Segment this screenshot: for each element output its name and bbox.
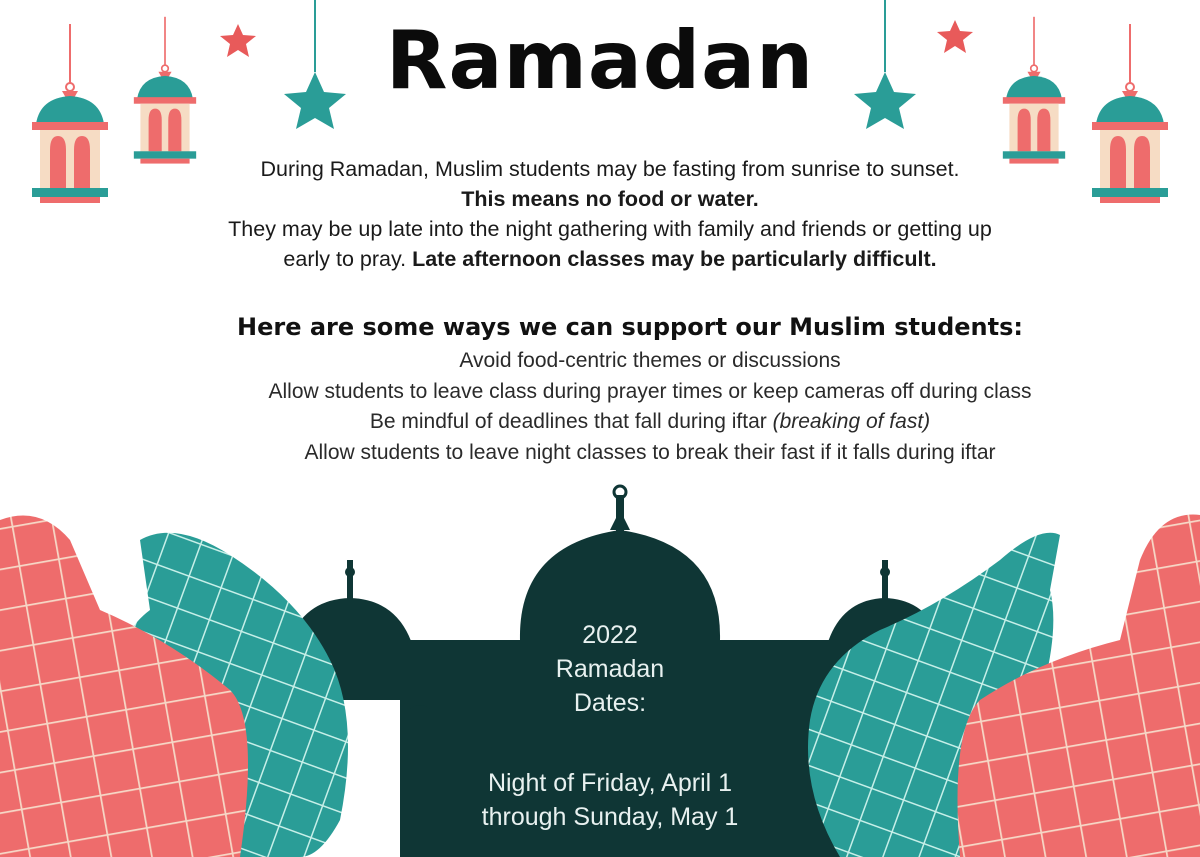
support-heading: Here are some ways we can support our Muslim students: (237, 313, 1023, 341)
support-list (150, 346, 1150, 468)
intro-text (140, 154, 1080, 274)
dates-year: 2022 (582, 621, 638, 649)
page-title: Ramadan (385, 14, 815, 107)
dates-label-2: Dates: (573, 689, 647, 717)
intro-line-1: During Ramadan, Muslim students may be fasting from sunrise to sunset. (260, 157, 960, 181)
dates-range-1: Night of Friday, April 1 (487, 769, 733, 797)
list-item: Allow students to leave class during prayer times or keep cameras off during class (268, 379, 1032, 403)
ramadan-dates-range (430, 766, 790, 834)
list-item: Be mindful of deadlines that fall during iftar (breaking of fast) (369, 410, 931, 433)
list-item: Allow students to leave night classes to break their fast if it falls during iftar (304, 440, 996, 464)
list-item: Avoid food-centric themes or discussions (459, 349, 841, 372)
intro-line-4: early to pray. Late afternoon classes may be particularly difficult. (283, 247, 937, 271)
dates-range-2: through Sunday, May 1 (481, 803, 739, 831)
ramadan-dates-label (430, 618, 790, 720)
intro-line-2: This means no food or water. (461, 187, 759, 211)
intro-line-3: They may be up late into the night gathering with family and friends or getting up (228, 217, 992, 241)
dates-label-1: Ramadan (555, 655, 665, 683)
